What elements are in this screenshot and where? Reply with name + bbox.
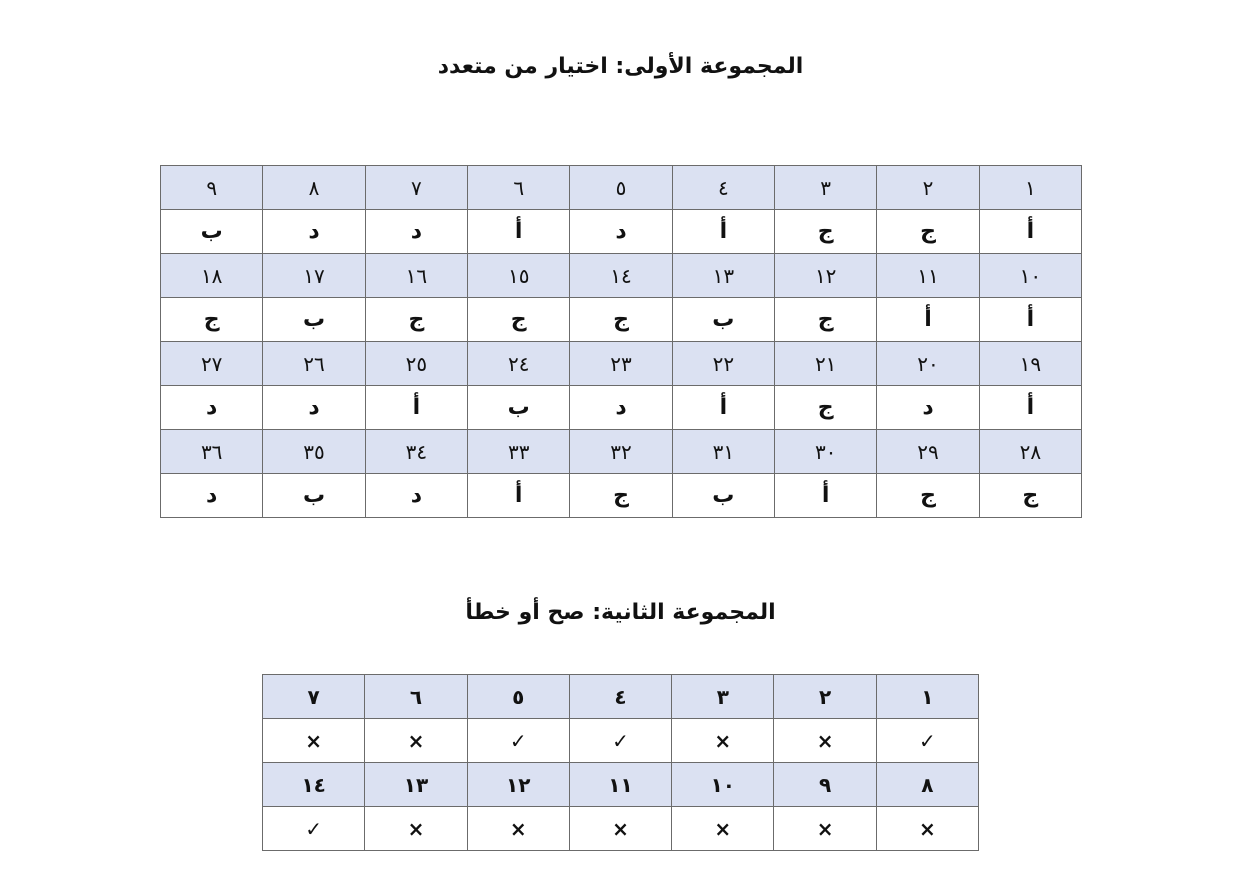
question-number: ٣٠ xyxy=(775,430,877,474)
question-number: ٢٤ xyxy=(468,342,570,386)
question-number-row xyxy=(161,166,1082,210)
section1-title: المجموعة الأولى: اختيار من متعدد xyxy=(437,54,804,79)
question-number: ٢ xyxy=(774,675,876,719)
answer-mark: × xyxy=(263,719,365,763)
question-number: ٩ xyxy=(774,763,876,807)
question-number: ١٩ xyxy=(979,342,1081,386)
question-number-row xyxy=(263,675,979,719)
answer-cell: ب xyxy=(263,298,365,342)
answer-cell: ج xyxy=(570,474,672,518)
answer-cell: ج xyxy=(877,210,979,254)
question-number: ١٢ xyxy=(467,763,569,807)
true-false-answer-table xyxy=(262,674,979,851)
question-number: ٧ xyxy=(263,675,365,719)
question-number: ٣٣ xyxy=(468,430,570,474)
question-number: ١٨ xyxy=(161,254,263,298)
answer-cell: ج xyxy=(775,298,877,342)
answer-mark: × xyxy=(365,719,467,763)
question-number-row xyxy=(161,430,1082,474)
question-number: ٣١ xyxy=(672,430,774,474)
question-number: ٢٣ xyxy=(570,342,672,386)
question-number: ١١ xyxy=(877,254,979,298)
answer-mark: ✓ xyxy=(876,719,978,763)
question-number: ١٠ xyxy=(672,763,774,807)
question-number: ١٢ xyxy=(775,254,877,298)
answer-cell: د xyxy=(877,386,979,430)
answer-mark: ✓ xyxy=(569,719,671,763)
answer-mark: × xyxy=(569,807,671,851)
question-number: ١٤ xyxy=(570,254,672,298)
answer-cell: أ xyxy=(979,298,1081,342)
question-number-row xyxy=(263,763,979,807)
question-number: ٨ xyxy=(263,166,365,210)
answer-cell: ب xyxy=(263,474,365,518)
question-number: ٣ xyxy=(672,675,774,719)
question-number: ٤ xyxy=(569,675,671,719)
answer-cell: ج xyxy=(979,474,1081,518)
answer-cell: أ xyxy=(775,474,877,518)
question-number: ١ xyxy=(876,675,978,719)
answer-cell: ج xyxy=(468,298,570,342)
question-number: ١٥ xyxy=(468,254,570,298)
answer-cell: ج xyxy=(365,298,467,342)
answer-cell: د xyxy=(263,386,365,430)
question-number: ١٦ xyxy=(365,254,467,298)
answer-cell: د xyxy=(570,386,672,430)
question-number-row xyxy=(161,254,1082,298)
answer-cell: ج xyxy=(775,210,877,254)
question-number: ٧ xyxy=(365,166,467,210)
answer-cell: أ xyxy=(979,210,1081,254)
question-number: ٢١ xyxy=(775,342,877,386)
question-number: ٩ xyxy=(161,166,263,210)
answer-cell: د xyxy=(365,474,467,518)
answer-cell: د xyxy=(263,210,365,254)
question-number: ٢٧ xyxy=(161,342,263,386)
answer-cell: د xyxy=(161,386,263,430)
question-number: ٥ xyxy=(467,675,569,719)
answer-cell: د xyxy=(161,474,263,518)
question-number: ٢٨ xyxy=(979,430,1081,474)
answer-row xyxy=(161,474,1082,518)
question-number: ٣٤ xyxy=(365,430,467,474)
question-number: ٢ xyxy=(877,166,979,210)
question-number: ٣٦ xyxy=(161,430,263,474)
answer-row xyxy=(161,298,1082,342)
question-number: ١٠ xyxy=(979,254,1081,298)
section2-title: المجموعة الثانية: صح أو خطأ xyxy=(465,600,776,625)
answer-cell: د xyxy=(570,210,672,254)
answer-cell: ب xyxy=(468,386,570,430)
answer-cell: ب xyxy=(672,474,774,518)
question-number: ٤ xyxy=(672,166,774,210)
answer-mark: ✓ xyxy=(263,807,365,851)
answer-cell: د xyxy=(365,210,467,254)
answer-row xyxy=(161,210,1082,254)
answer-mark: × xyxy=(774,719,876,763)
answer-mark: × xyxy=(467,807,569,851)
question-number: ٣ xyxy=(775,166,877,210)
answer-cell: أ xyxy=(979,386,1081,430)
answer-cell: ب xyxy=(672,298,774,342)
question-number: ١٧ xyxy=(263,254,365,298)
question-number: ٢٢ xyxy=(672,342,774,386)
answer-cell: أ xyxy=(365,386,467,430)
question-number: ٢٥ xyxy=(365,342,467,386)
question-number: ٣٢ xyxy=(570,430,672,474)
question-number: ١٣ xyxy=(365,763,467,807)
question-number: ٢٠ xyxy=(877,342,979,386)
answer-mark: × xyxy=(672,719,774,763)
answer-mark: × xyxy=(672,807,774,851)
question-number: ٣٥ xyxy=(263,430,365,474)
question-number: ١١ xyxy=(569,763,671,807)
answer-cell: ج xyxy=(570,298,672,342)
answer-cell: ج xyxy=(877,474,979,518)
question-number-row xyxy=(161,342,1082,386)
question-number: ١ xyxy=(979,166,1081,210)
mcq-answer-table xyxy=(160,165,1082,518)
question-number: ٦ xyxy=(365,675,467,719)
question-number: ٢٦ xyxy=(263,342,365,386)
answer-cell: ج xyxy=(161,298,263,342)
answer-mark: × xyxy=(774,807,876,851)
answer-row xyxy=(263,719,979,763)
answer-cell: أ xyxy=(672,386,774,430)
answer-mark: ✓ xyxy=(467,719,569,763)
answer-mark: × xyxy=(876,807,978,851)
answer-cell: أ xyxy=(672,210,774,254)
answer-row xyxy=(263,807,979,851)
answer-cell: أ xyxy=(877,298,979,342)
answer-mark: × xyxy=(365,807,467,851)
answer-cell: أ xyxy=(468,474,570,518)
question-number: ١٣ xyxy=(672,254,774,298)
answer-cell: ب xyxy=(161,210,263,254)
answer-row xyxy=(161,386,1082,430)
answer-cell: ج xyxy=(775,386,877,430)
question-number: ٢٩ xyxy=(877,430,979,474)
question-number: ٥ xyxy=(570,166,672,210)
question-number: ٨ xyxy=(876,763,978,807)
answer-cell: أ xyxy=(468,210,570,254)
question-number: ١٤ xyxy=(263,763,365,807)
question-number: ٦ xyxy=(468,166,570,210)
